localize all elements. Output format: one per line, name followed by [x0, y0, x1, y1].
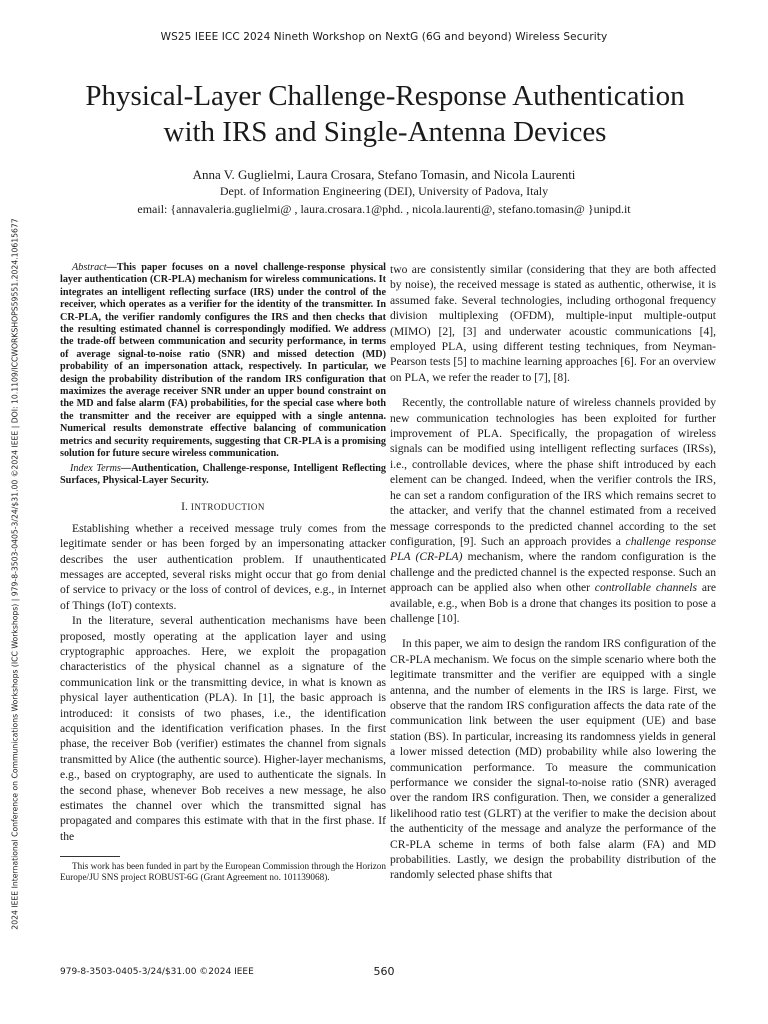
abstract [60, 262, 386, 461]
author-list: Anna V. Guglielmi, Laura Crosara, Stefano Tomasin, and Nicola Laurenti [192, 167, 576, 182]
rp2-emph-crpla: challenge response PLA (CR-PLA) [390, 534, 716, 564]
title-line-2: with IRS and Single-Antenna Devices [163, 116, 607, 148]
title-line-1: Physical-Layer Challenge-Response Authentication [85, 80, 685, 112]
section-numeral: I. [181, 500, 191, 514]
index-terms [60, 463, 386, 488]
rp2-text-c: mechanism, where the random configuration is the challenge and the predicted channel is the expected response. Such an approach can be applied also when other [390, 550, 717, 595]
conference-header: WS25 IEEE ICC 2024 Nineth Workshop on NextG (6G and beyond) Wireless Security [160, 31, 608, 43]
footnote-rule [60, 856, 120, 857]
rp2-text-e: are available, e.g., when Bob is a drone that changes its position to pose a challenge [10]. [390, 581, 716, 625]
author-emails: email: {annavaleria.guglielmi@ , laura.crosara.1@phd. , nicola.laurenti@, stefano.tomasin@ }unipd.it [137, 202, 631, 216]
rp2-text-a: Recently, the controllable nature of wireless channels provided by new communication technologies has been exploited for further improvement of PLA. Specifically, the propagation of wireless signals can be modified using intelligent reflecting surfaces (IRSs), i.e., controllable devices, where the phase shift introduced by each element can be changed. Indeed, when the verifier controls the IRS, he can set a random configuration of the IRS which remains secret to the attacker, and verify that the channel estimated from a received message corresponds to the predicted channel according to the set configuration, [9]. Such an approach provides a [390, 396, 716, 548]
footer-isbn: 979-8-3503-0405-3/24/$31.00 ©2024 IEEE [60, 967, 254, 977]
page-number: 560 [373, 965, 395, 978]
section-heading-introduction [60, 499, 386, 515]
abstract-text: —This paper focuses on a novel challenge-response physical layer authentication (CR-PLA) mechanism for wireless communications. It integrates an intelligent reflecting surface (IRS) under the control of the receiver, which operates as a verifier for the identity of the transmitter. In CR-PLA, the verifier randomly configures the IRS and then checks that the resulting estimated channel is correspondingly modified. We address the trade-off between communication and security performance, in terms of average signal-to-noise ratio (SNR) and missed detection (MD) probability of an impersonation attack, respectively. In particular, we design the probability distribution of the random IRS configuration that maximizes the average receiver SNR under an upper bound constraint on the MD and false alarm (FA) probabilities, for the special case where both the transmitter and the receiver are equipped with a single antenna. Numerical results demonstrate effective balancing of communication metrics and security requirements, suggesting that CR-PLA is a promising solution for future secure wireless communication. [60, 262, 386, 460]
right-paragraph-1: two are consistently similar (considering that they are both affected by noise), the received message is stated as authentic, otherwise, it is assumed fake. Several technologies, including orthogonal frequency division multiplexing (OFDM), multiple-input multiple-output (MIMO) [2], [3] and underwater acoustic communications [4], employed PLA, using different testing techniques, from Neyman-Pearson tests [5] to machine learning approaches [6]. For an overview on PLA, we refer the reader to [7], [8]. [390, 263, 716, 384]
funding-footnote: This work has been funded in part by the European Commission through the Horizon Europe/JU SNS project ROBUST-6G (Grant Agreement no. 101139068). [60, 861, 386, 883]
section-title: INTRODUCTION [190, 502, 265, 513]
right-paragraph-2 [390, 395, 716, 626]
doi-sidebar-text: 2024 IEEE International Conference on Communications Workshops (ICC Workshops) | 979-8-3503-0405-3/24/$31.00 ©2024 IEEE | DOI: 10.1109/ICCWORKSHOPS59551.2024.10615677 [10, 218, 20, 930]
right-paragraph-3: In this paper, we aim to design the random IRS configuration of the CR-PLA mechanism. We focus on the simple scenario where both the legitimate transmitter and the verifier are equipped with a single antenna, and the number of elements in the IRS is large. First, we observe that the random IRS configuration affects the data rate of the communication link between the user equipment (UE) and base station (BS). In particular, increasing its randomness yields in general a lower missed detection (MD) probability while also lowering the communication performance. To measure the communication performance we consider the signal-to-noise ratio (SNR) averaged over the random IRS configuration. Then, we consider a generalized likelihood ratio test (GLRT) at the verifier to make the decision about the authenticity of the message and analyze the performance of the CR-PLA scheme in terms of both false alarm (FA) and MD probabilities. Lastly, we design the probability distribution of the randomly selected phase shifts that [390, 637, 716, 882]
paper-title [40, 78, 730, 150]
intro-paragraph-2: In the literature, several authentication mechanisms have been proposed, mostly operating at the application layer and using cryptographic approaches. Here, we exploit the propagation characteristics of the physical channel as a signature of the communication link or the transmitting device, in what is known as physical layer authentication (PLA). In [1], the basic approach is introduced: it consists of two phases, i.e., the identification acquisition and the identification verification phases. In the first phase, the receiver Bob (verifier) estimates the channel from signals transmitted by Alice (the authentic source). Higher-layer mechanisms, e.g., based on cryptography, are used to authenticate the signals. In the second phase, whenever Bob receives a new message, he also estimates the channel over which the transmitted signal has propagated and compares this estimate with that in the first phase. If the [60, 614, 386, 843]
doi-sidebar [6, 168, 24, 980]
rp2-emph-controllable: controllable channels [594, 581, 698, 595]
abstract-lead: Abstract [72, 262, 107, 273]
left-column [60, 262, 386, 884]
right-column [390, 262, 716, 883]
index-terms-text: —Authentication, Challenge-response, Intelligent Reflecting Surfaces, Physical-Layer Security. [60, 462, 386, 486]
index-terms-lead: Index Terms [70, 462, 121, 474]
intro-paragraph-1: Establishing whether a received message truly comes from the legitimate sender or has been forged by an impersonating attacker describes the user authentication problem. If unauthenticated messages are accepted, several risks might occur that go from denial of service to privacy or the loss of control of devices, e.g., in Internet of Things (IoT) contexts. [60, 521, 386, 612]
affiliation: Dept. of Information Engineering (DEI), University of Padova, Italy [219, 184, 549, 198]
